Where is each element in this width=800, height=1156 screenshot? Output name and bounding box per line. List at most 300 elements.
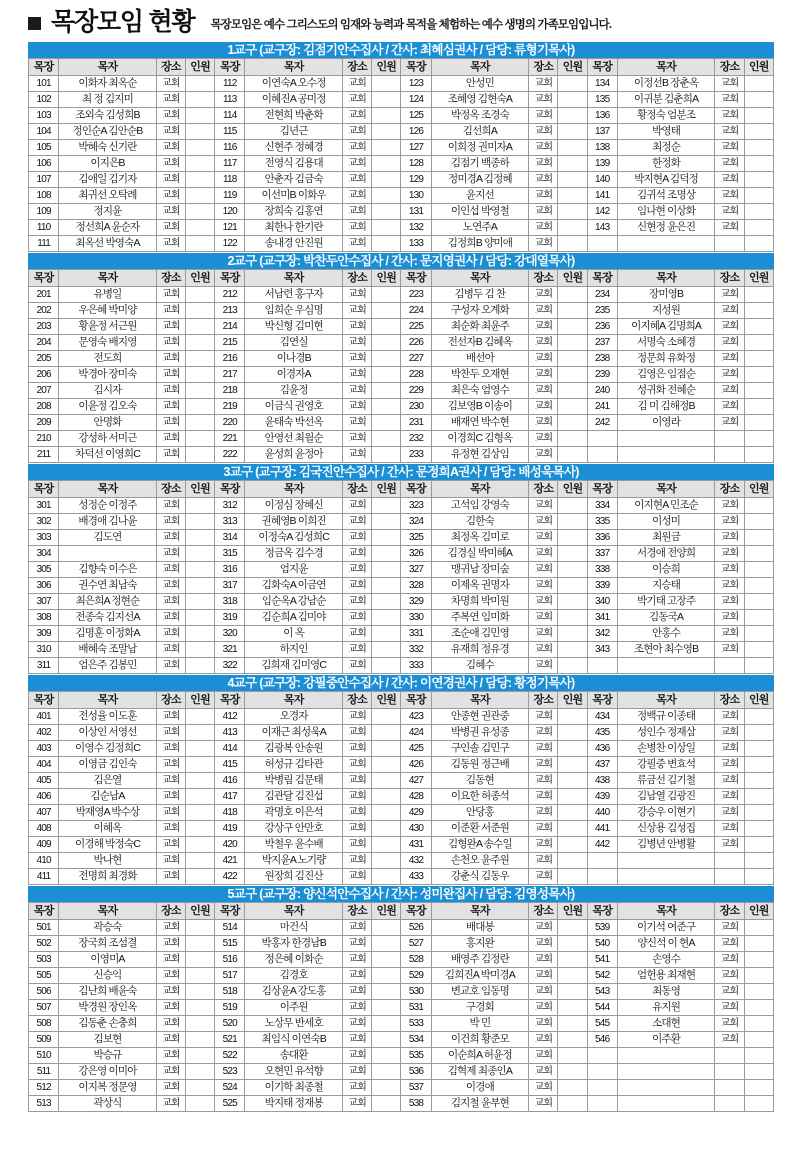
cell-place [715,869,744,885]
cell-mokjang [587,853,617,869]
cell-place: 교회 [343,626,372,642]
cell-place: 교회 [156,76,185,92]
cell-count [558,773,587,789]
cell-count [372,642,401,658]
cell-count [558,156,587,172]
cell-count [372,447,401,463]
column-header-mokjang: 목장 [401,481,431,498]
cell-count [744,968,773,984]
column-header-place: 장소 [156,481,185,498]
column-header-mokjang: 목장 [29,59,59,76]
cell-mokjang: 505 [29,968,59,984]
cell-mokja: 황정숙 엄분조 [617,108,715,124]
cell-mokja: 손병찬 이상일 [617,741,715,757]
cell-mokjang: 128 [401,156,431,172]
cell-mokja: 전성율 이도훈 [59,709,157,725]
cell-count [744,188,773,204]
cell-mokja: 김년근 [245,124,343,140]
cell-mokjang: 411 [29,869,59,885]
cell-mokja: 박혜숙 신기란 [59,140,157,156]
cell-count [558,821,587,837]
cell-count [744,936,773,952]
cell-mokja: 김향숙 이수은 [59,562,157,578]
cell-place: 교회 [715,1016,744,1032]
cell-mokja: 이경애 [431,1080,529,1096]
cell-mokja: 박승규 [59,1048,157,1064]
cell-place: 교회 [529,936,558,952]
cell-mokjang: 121 [215,220,245,236]
cell-mokjang: 438 [587,773,617,789]
cell-place: 교회 [343,447,372,463]
cell-mokjang: 534 [401,1032,431,1048]
cell-place: 교회 [343,498,372,514]
cell-mokja: 이제옥 권명자 [431,578,529,594]
cell-place [715,447,744,463]
cell-mokjang: 227 [401,351,431,367]
cell-count [744,204,773,220]
cell-place: 교회 [529,92,558,108]
cell-place: 교회 [715,642,744,658]
cell-mokja: 최임식 이연숙B [245,1032,343,1048]
cell-count [372,351,401,367]
cell-place: 교회 [343,124,372,140]
cell-mokjang: 409 [29,837,59,853]
cell-place: 교회 [529,383,558,399]
cell-place: 교회 [529,1032,558,1048]
cell-count [186,220,215,236]
table-row [29,1016,774,1032]
cell-count [372,236,401,252]
column-header-place: 장소 [343,59,372,76]
cell-mokja: 이혜진A 공미정 [245,92,343,108]
cell-mokja: 양신석 이 현A [617,936,715,952]
table-row [29,351,774,367]
cell-count [744,984,773,1000]
cell-mokja: 윤태숙 박선옥 [245,415,343,431]
cell-place: 교회 [529,1048,558,1064]
cell-mokjang: 316 [215,562,245,578]
cell-count [186,1048,215,1064]
cell-count [186,1080,215,1096]
cell-mokja: 곽승숙 [59,920,157,936]
cell-mokjang: 126 [401,124,431,140]
cell-mokja: 엄지윤 [245,562,343,578]
cell-place: 교회 [715,757,744,773]
cell-mokja: 김남열 김광진 [617,789,715,805]
cell-place: 교회 [156,1048,185,1064]
cell-mokjang: 511 [29,1064,59,1080]
cell-count [744,757,773,773]
table-row [29,546,774,562]
cell-mokja: 김동국A [617,610,715,626]
cell-count [744,92,773,108]
table-row [29,172,774,188]
table-row [29,773,774,789]
cell-place: 교회 [529,335,558,351]
cell-count [558,319,587,335]
cell-mokja: 노연주A [431,220,529,236]
cell-mokjang: 546 [587,1032,617,1048]
cell-count [372,821,401,837]
cell-mokjang: 328 [401,578,431,594]
cell-place: 교회 [343,1032,372,1048]
cell-mokja: 신현정 윤은진 [617,220,715,236]
cell-mokjang: 501 [29,920,59,936]
table-row [29,789,774,805]
cell-count [372,610,401,626]
cell-place: 교회 [715,514,744,530]
cell-count [744,335,773,351]
cell-mokjang: 523 [215,1064,245,1080]
cell-count [744,447,773,463]
cell-count [744,108,773,124]
cell-mokjang: 324 [401,514,431,530]
cell-place: 교회 [715,383,744,399]
table-header-row [29,692,774,709]
column-header-count: 인원 [186,59,215,76]
table-row [29,1096,774,1112]
cell-mokjang: 114 [215,108,245,124]
cell-mokja: 이재근 최성욱A [245,725,343,741]
column-header-place: 장소 [715,692,744,709]
cell-mokja: 박영태 [617,124,715,140]
cell-count [372,498,401,514]
cell-mokjang: 435 [587,725,617,741]
column-header-place: 장소 [343,270,372,287]
cell-place [715,658,744,674]
cell-mokja: 김난희 배윤숙 [59,984,157,1000]
cell-mokja [617,658,715,674]
cell-count [372,188,401,204]
district-header-bar: 5교구 (교구장: 양신석안수집사 / 간사: 성미완집사 / 담당: 김영성목사) [28,886,774,902]
cell-mokjang: 332 [401,642,431,658]
column-header-mokja: 목자 [617,903,715,920]
cell-count [558,741,587,757]
cell-count [558,709,587,725]
cell-mokja: 박신형 김미현 [245,319,343,335]
cell-count [744,805,773,821]
cell-count [372,1080,401,1096]
table-row [29,626,774,642]
cell-count [372,287,401,303]
cell-place: 교회 [343,578,372,594]
cell-count [558,853,587,869]
cell-count [558,140,587,156]
cell-mokjang: 229 [401,383,431,399]
cell-count [186,725,215,741]
cell-count [744,236,773,252]
cell-place: 교회 [156,140,185,156]
table-row [29,578,774,594]
cell-mokjang: 521 [215,1032,245,1048]
cell-mokjang: 516 [215,952,245,968]
cell-mokja: 김희진A 박미경A [431,968,529,984]
column-header-count: 인원 [558,270,587,287]
cell-count [558,1080,587,1096]
cell-mokja: 허성규 김타관 [245,757,343,773]
cell-mokja: 배선아 [431,351,529,367]
cell-count [744,1032,773,1048]
cell-mokja: 김순희A 김미야 [245,610,343,626]
cell-mokjang: 518 [215,984,245,1000]
cell-place: 교회 [343,936,372,952]
cell-place: 교회 [343,383,372,399]
cell-mokja: 문영숙 배지영 [59,335,157,351]
cell-mokjang: 207 [29,383,59,399]
cell-count [186,821,215,837]
column-header-count: 인원 [186,692,215,709]
cell-place: 교회 [715,415,744,431]
cell-mokjang: 416 [215,773,245,789]
cell-count [186,140,215,156]
table-row [29,92,774,108]
cell-mokja: 홍지완 [431,936,529,952]
table-row [29,124,774,140]
cell-mokjang: 219 [215,399,245,415]
cell-mokja: 정은혜 이화순 [245,952,343,968]
cell-count [186,92,215,108]
table-row [29,156,774,172]
cell-place: 교회 [156,108,185,124]
cell-place: 교회 [156,642,185,658]
cell-count [744,562,773,578]
cell-mokjang: 115 [215,124,245,140]
page-title: 목장모임 현황 [51,8,195,36]
cell-mokjang: 132 [401,220,431,236]
cell-mokjang: 333 [401,658,431,674]
cell-mokjang: 514 [215,920,245,936]
cell-mokjang: 506 [29,984,59,1000]
table-row [29,140,774,156]
cell-mokjang: 203 [29,319,59,335]
cell-mokjang: 507 [29,1000,59,1016]
cell-count [558,220,587,236]
cell-place: 교회 [715,399,744,415]
districts-container [28,42,774,1112]
cell-mokja: 안춘자 김금숙 [245,172,343,188]
cell-mokjang: 130 [401,188,431,204]
cell-place: 교회 [529,367,558,383]
cell-count [744,709,773,725]
cell-place: 교회 [343,1080,372,1096]
cell-count [744,156,773,172]
cell-count [186,626,215,642]
cell-mokja: 오경자 [245,709,343,725]
cell-mokja: 이승희 [617,562,715,578]
cell-place: 교회 [343,108,372,124]
cell-count [372,415,401,431]
cell-count [558,578,587,594]
cell-place [715,236,744,252]
table-row [29,805,774,821]
cell-mokjang: 125 [401,108,431,124]
cell-mokjang: 122 [215,236,245,252]
column-header-count: 인원 [186,481,215,498]
cell-place: 교회 [529,1016,558,1032]
cell-count [744,514,773,530]
cell-count [372,658,401,674]
cell-mokja: 엄헌용 최재현 [617,968,715,984]
table-row [29,757,774,773]
cell-mokja: 조외숙 김성희B [59,108,157,124]
cell-place: 교회 [156,351,185,367]
cell-mokja: 이영수 김정희C [59,741,157,757]
cell-mokjang: 135 [587,92,617,108]
cell-count [744,124,773,140]
cell-mokja: 원장희 김진산 [245,869,343,885]
table-row [29,610,774,626]
cell-count [372,952,401,968]
cell-mokja: 김은열 [59,773,157,789]
cell-mokja: 서명숙 소혜경 [617,335,715,351]
district-table [28,269,774,463]
cell-mokja: 구성자 오계화 [431,303,529,319]
column-header-mokjang: 목장 [587,270,617,287]
cell-mokjang: 540 [587,936,617,952]
cell-count [558,920,587,936]
cell-mokjang: 442 [587,837,617,853]
cell-place: 교회 [715,367,744,383]
cell-place: 교회 [529,156,558,172]
cell-count [186,757,215,773]
cell-mokjang: 329 [401,594,431,610]
column-header-place: 장소 [529,481,558,498]
cell-count [186,303,215,319]
cell-place: 교회 [529,869,558,885]
district-table [28,902,774,1112]
cell-place: 교회 [529,447,558,463]
cell-count [372,335,401,351]
cell-place: 교회 [156,335,185,351]
cell-count [186,1000,215,1016]
cell-mokjang: 208 [29,399,59,415]
cell-mokja: 이순희A 허윤정 [431,1048,529,1064]
cell-place: 교회 [343,1096,372,1112]
column-header-count: 인원 [186,270,215,287]
cell-mokjang: 221 [215,431,245,447]
cell-mokja: 장국희 조섬결 [59,936,157,952]
cell-mokjang: 124 [401,92,431,108]
cell-count [186,172,215,188]
cell-place: 교회 [715,287,744,303]
cell-count [372,530,401,546]
column-header-count: 인원 [744,481,773,498]
cell-mokjang: 334 [587,498,617,514]
table-row [29,399,774,415]
cell-place: 교회 [343,853,372,869]
cell-mokjang: 434 [587,709,617,725]
column-header-mokjang: 목장 [29,270,59,287]
cell-place: 교회 [156,415,185,431]
cell-mokjang: 116 [215,140,245,156]
cell-mokjang: 223 [401,287,431,303]
table-row [29,383,774,399]
cell-mokjang: 331 [401,626,431,642]
column-header-count: 인원 [372,692,401,709]
cell-mokjang: 237 [587,335,617,351]
cell-place: 교회 [715,984,744,1000]
cell-count [186,367,215,383]
cell-mokjang: 441 [587,821,617,837]
table-row [29,303,774,319]
cell-count [558,303,587,319]
cell-mokjang: 527 [401,936,431,952]
cell-count [558,869,587,885]
cell-mokjang: 119 [215,188,245,204]
cell-place: 교회 [529,399,558,415]
cell-mokja: 손천오 윤주원 [431,853,529,869]
cell-mokja [617,447,715,463]
cell-place: 교회 [343,140,372,156]
cell-mokjang: 525 [215,1096,245,1112]
column-header-mokjang: 목장 [401,903,431,920]
cell-place: 교회 [529,287,558,303]
cell-place: 교회 [156,610,185,626]
district-header-bar: 3교구 (교구장: 김국진안수집사 / 간사: 문정희A권사 / 담당: 배성욱목사) [28,464,774,480]
cell-mokja: 임희순 우심명 [245,303,343,319]
cell-mokja: 김선희A [431,124,529,140]
cell-mokjang: 312 [215,498,245,514]
cell-place: 교회 [715,952,744,968]
cell-mokjang: 407 [29,805,59,821]
cell-mokja: 주복연 임미화 [431,610,529,626]
cell-mokja: 고석임 강영숙 [431,498,529,514]
cell-place: 교회 [156,936,185,952]
cell-place: 교회 [715,821,744,837]
cell-mokjang: 214 [215,319,245,335]
cell-place: 교회 [529,952,558,968]
cell-place [715,1064,744,1080]
cell-count [558,172,587,188]
column-header-mokja: 목자 [245,270,343,287]
table-row [29,1048,774,1064]
cell-mokjang: 110 [29,220,59,236]
cell-mokjang: 402 [29,725,59,741]
cell-mokjang: 541 [587,952,617,968]
cell-count [372,1016,401,1032]
cell-place: 교회 [156,626,185,642]
cell-place: 교회 [529,188,558,204]
page-subtitle: 목장모임은 예수 그리스도의 임재와 능력과 목적을 체험하는 예수 생명의 가족모임입니다. [210,19,612,31]
cell-count [744,220,773,236]
cell-place: 교회 [529,725,558,741]
cell-place: 교회 [156,546,185,562]
cell-place: 교회 [715,968,744,984]
cell-place: 교회 [156,1032,185,1048]
cell-mokja: 김동춘 손충희 [59,1016,157,1032]
column-header-place: 장소 [715,481,744,498]
cell-mokjang: 408 [29,821,59,837]
table-row [29,821,774,837]
cell-mokja: 박나현 [59,853,157,869]
cell-mokjang: 537 [401,1080,431,1096]
cell-mokjang: 437 [587,757,617,773]
table-row [29,236,774,252]
cell-count [744,626,773,642]
cell-count [558,431,587,447]
cell-mokja: 배경애 김나윤 [59,514,157,530]
cell-mokja: 곽상식 [59,1096,157,1112]
column-header-count: 인원 [558,903,587,920]
cell-mokja [617,1048,715,1064]
cell-mokja: 이연숙A 오수정 [245,76,343,92]
cell-place: 교회 [343,367,372,383]
cell-mokja: 전명희 최경화 [59,869,157,885]
cell-mokja: 최정옥 김미로 [431,530,529,546]
cell-count [744,594,773,610]
cell-mokja: 오현민 유석향 [245,1064,343,1080]
cell-mokja: 강상구 안만호 [245,821,343,837]
